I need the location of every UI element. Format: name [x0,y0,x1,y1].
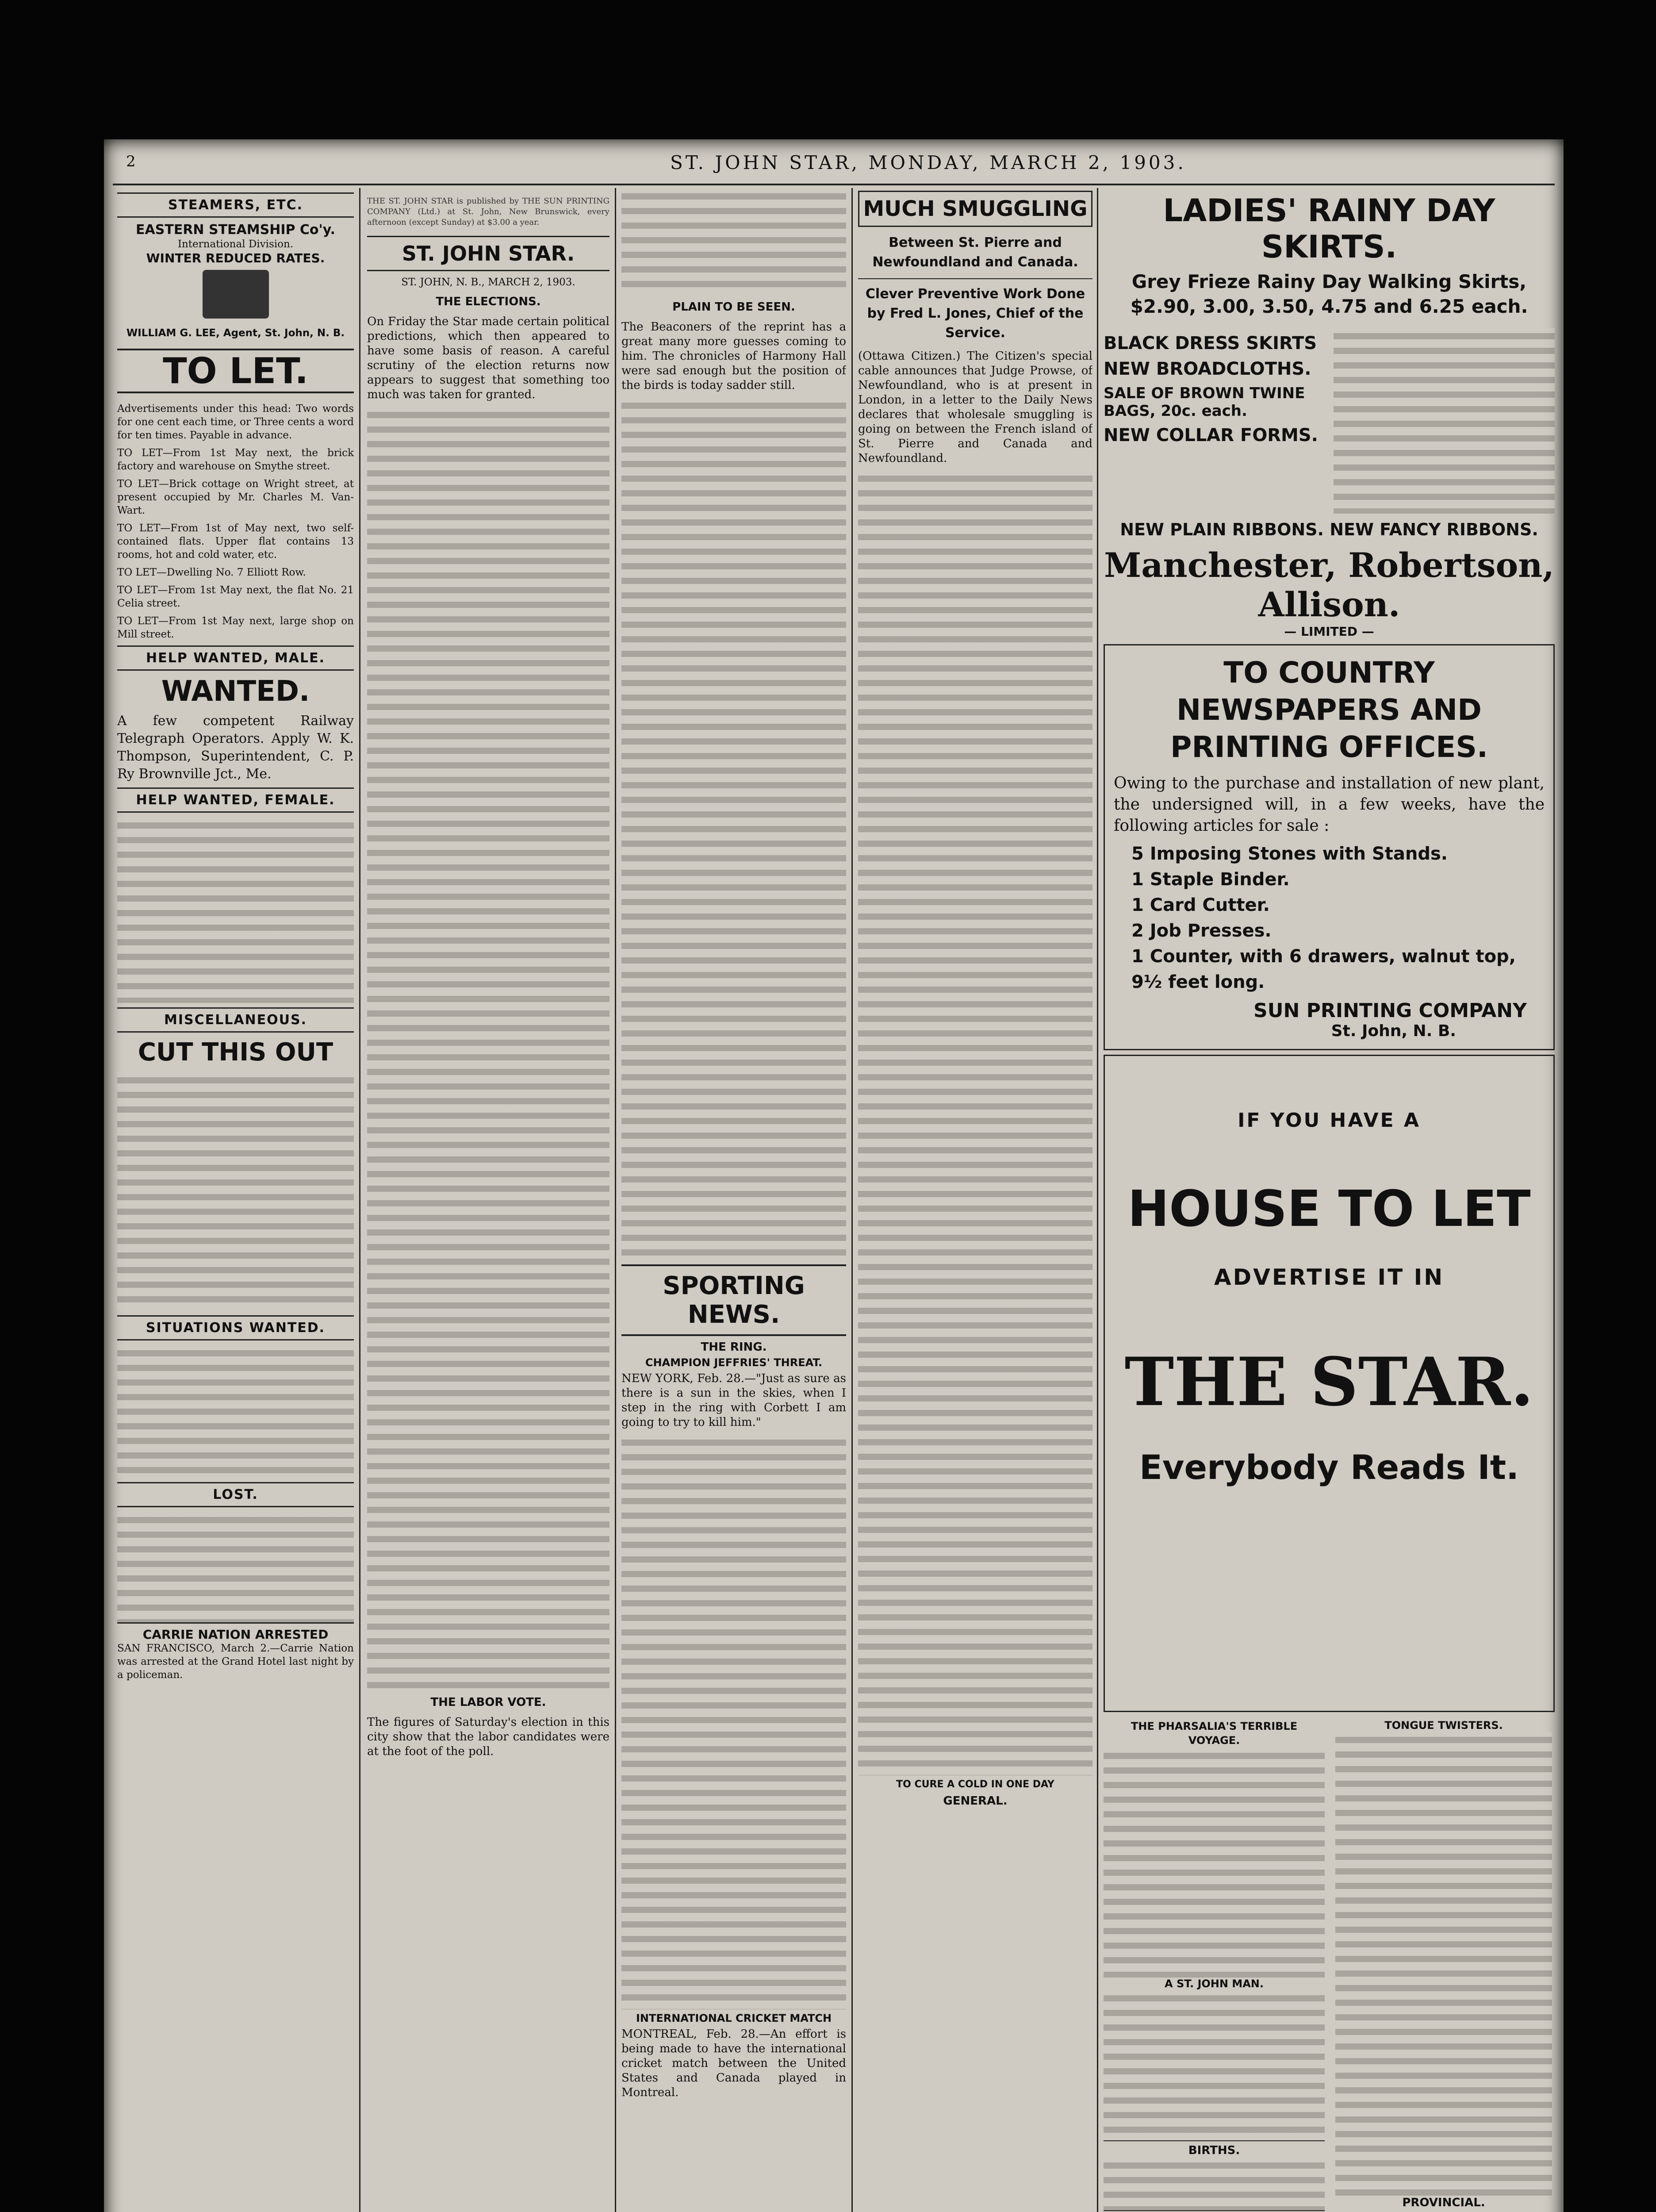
wanted-text: A few competent Railway Telegraph Operators. Apply W. K. Thompson, Superintendent, C. P. Ry Brownville Jct., Me. [117,713,354,782]
deaths-heading [1104,2210,1325,2212]
firm-name: Manchester, Robertson, Allison. [1104,545,1554,624]
misc-ads-block [117,1072,354,1311]
house-to-let: HOUSE TO LET [1127,1180,1531,1238]
to-let-item: TO LET—Dwelling No. 7 Elliott Row. [117,567,306,578]
firm-limited: — LIMITED — [1284,624,1374,639]
cut-this-out-heading: CUT THIS OUT [138,1038,334,1067]
sale-item: 1 Card Cutter. [1131,895,1270,915]
masthead-rule [113,184,1555,185]
sun-printing-company: SUN PRINTING COMPANY [1254,999,1527,1022]
eastern-steamship-title: EASTERN STEAMSHIP Co'y. [136,222,335,238]
the-star: THE STAR. [1124,1343,1534,1421]
sale-items-list [1131,841,1545,995]
to-let-item: TO LET—From 1st of May next, two self-contained flats. Upper flat contains 13 rooms, hot and cold water, etc. [117,522,354,561]
masthead [104,148,1564,179]
new-broadcloths: NEW BROADCLOTHS. [1104,359,1311,379]
collars-list-block [1334,328,1555,514]
tongue-twisters-text [1335,1732,1552,2196]
country-newspapers-ad [1104,644,1555,1050]
births-heading: BIRTHS. [1104,2140,1325,2157]
pharsalia-text [1104,1747,1325,1978]
elections-text: On Friday the Star made certain political predictions, which then appeared to have some basis of reason. A careful scrutiny of the election returns now appears to suggest that something too much was taken for granted. [367,315,610,401]
column-rule [1097,188,1098,2212]
miscellaneous-heading: MISCELLANEOUS. [117,1007,354,1033]
to-let-item: TO LET—Brick cottage on Wright street, at present occupied by Mr. Charles M. Van-Wart. [117,478,354,516]
masthead-title: ST. JOHN STAR, MONDAY, MARCH 2, 1903. [670,152,1186,173]
lost-ads-block [117,1512,354,1622]
elections-body-text [367,407,610,1690]
help-wanted-male-heading: HELP WANTED, MALE. [117,645,354,671]
everybody-reads-it: Everybody Reads It. [1139,1448,1519,1487]
situations-ads-block [117,1345,354,1478]
sun-printing-city: St. John, N. B. [1331,1022,1456,1040]
sale-item: 1 Staple Binder. [1131,869,1290,890]
column-rule [359,188,360,2212]
page-number: 2 [126,153,136,170]
births-text [1104,2157,1325,2210]
advertise-it-in: ADVERTISE IT IN [1214,1264,1445,1290]
house-to-let-ad [1104,1055,1555,1712]
column-rule [851,188,853,2212]
to-let-item: TO LET—From 1st May next, large shop on Mill street. [117,615,354,640]
smuggling-heading: MUCH SMUGGLING [858,191,1092,227]
plain-to-be-seen-text: The Beaconers of the reprint has a great many more guesses coming to him. The chronicles of Harmony Hall were sad enough but the position of the birds is today sadder still. [621,320,846,392]
help-wanted-female-heading: HELP WANTED, FEMALE. [117,787,354,813]
elections-heading: THE ELECTIONS. [436,295,541,308]
column-top-text [621,188,846,294]
cold-cure-heading: TO CURE A COLD IN ONE DAY [896,1779,1054,1790]
to-let-heading: TO LET. [117,349,354,393]
carrie-nation-text: SAN FRANCISCO, March 2.—Carrie Nation was arrested at the Grand Hotel last night by a policeman. [117,1643,354,1681]
tongue-twisters-heading: TONGUE TWISTERS. [1384,1719,1503,1732]
black-dress-skirts: BLACK DRESS SKIRTS [1104,333,1317,353]
smuggling-subhead-2: Clever Preventive Work Done by Fred L. Jones, Chief of the Service. [858,278,1092,343]
to-let-rates: Advertisements under this head: Two words for one cent each time, or Three cents a word for ten times. Payable in advance. [117,403,354,441]
column-rule [615,188,616,2212]
smuggling-text: (Ottawa Citizen.) The Citizen's special cable announces that Judge Prowse, of Newfoundland, who is at present in London, in a letter to the Daily News declares that wholesale smuggling is going on between the French island of St. Pierre and Canada and Newfoundland. [858,349,1092,465]
column-smuggling [858,188,1092,2212]
publisher-notice: THE ST. JOHN STAR is published by THE SUN PRINTING COMPANY (Ltd.) at St. John, New Brunswick, every afternoon (except Sunday) at $3.00 a year. [367,196,610,227]
labor-vote-text: The figures of Saturday's election in this city show that the labor candidates were at the foot of the poll. [367,1716,610,1758]
column-advertisements [1104,188,1555,2212]
eastern-steamship-agent: WILLIAM G. LEE, Agent, St. John, N. B. [126,327,345,339]
labor-vote-heading: THE LABOR VOTE. [430,1696,546,1709]
collar-forms: NEW COLLAR FORMS. [1104,425,1318,445]
ring-heading: THE RING. [701,1340,767,1354]
general-heading: GENERAL. [943,1794,1008,1808]
smuggling-body-text [858,470,1092,1775]
jeffries-text: NEW YORK, Feb. 28.—"Just as sure as there is a sun in the skies, when I step in the ring with Corbett I am going to try to kill him." [621,1372,846,1429]
steamers-heading: STEAMERS, ETC. [117,192,354,218]
sporting-news-heading: SPORTING NEWS. [621,1264,846,1336]
news-body-text [621,397,846,1260]
situations-wanted-heading: SITUATIONS WANTED. [117,1315,354,1340]
lost-heading: LOST. [117,1482,354,1507]
plain-to-be-seen-heading: PLAIN TO BE SEEN. [672,300,795,314]
cricket-text: MONTREAL, Feb. 28.—An effort is being made to have the international cricket match between the United States and Canada played in Montreal. [621,2028,846,2099]
column-classifieds [117,188,354,2212]
country-newspapers-heading: TO COUNTRY NEWSPAPERS AND PRINTING OFFICES. [1170,656,1488,764]
eastern-steamship-rates: WINTER REDUCED RATES. [146,251,325,265]
st-john-man-heading: A ST. JOHN MAN. [1165,1978,1264,1990]
if-you-have-a: IF YOU HAVE A [1238,1109,1421,1132]
to-let-item: TO LET—From 1st May next, the brick factory and warehouse on Smythe street. [117,447,354,472]
paper-title: ST. JOHN STAR. [367,236,610,271]
female-ads-block [117,817,354,1003]
sale-item: 1 Counter, with 6 drawers, walnut top, 9½ feet long. [1131,946,1516,992]
provincial-heading: PROVINCIAL. [1402,2196,1485,2209]
twine-bags-sale: SALE OF BROWN TWINE BAGS, 20c. each. [1104,384,1305,420]
steamship-illustration [203,270,269,319]
sporting-body-text [621,1434,846,2009]
smuggling-subhead-1: Between St. Pierre and Newfoundland and Canada. [872,235,1078,270]
sale-item: 2 Job Presses. [1131,921,1272,941]
ribbons-line: NEW PLAIN RIBBONS. NEW FANCY RIBBONS. [1120,520,1538,539]
column-news [621,188,846,2212]
dateline: ST. JOHN, N. B., MARCH 2, 1903. [401,276,575,288]
wanted-heading: WANTED. [161,675,310,708]
country-newspapers-text: Owing to the purchase and installation of new plant, the undersigned will, in a few weeks, have the following articles for sale : [1114,774,1545,835]
eastern-steamship-sub: International Division. [177,238,294,250]
sale-item: 5 Imposing Stones with Stands. [1131,844,1448,864]
pharsalia-heading: THE PHARSALIA'S TERRIBLE VOYAGE. [1131,1720,1298,1747]
st-john-man-text [1104,1990,1325,2140]
column-editorial [367,188,610,2212]
jeffries-heading: CHAMPION JEFFRIES' THREAT. [645,1356,823,1369]
rainy-day-skirts-heading: LADIES' RAINY DAY SKIRTS. [1163,192,1495,265]
to-let-item: TO LET—From 1st May next, the flat No. 21 Celia street. [117,584,354,609]
newspaper-page [104,139,1564,2212]
rainy-day-skirts-sub: Grey Frieze Rainy Day Walking Skirts, $2.90, 3.00, 3.50, 4.75 and 6.25 each. [1130,271,1528,317]
cricket-heading: INTERNATIONAL CRICKET MATCH [636,2012,832,2024]
carrie-nation-heading: CARRIE NATION ARRESTED [117,1622,354,1642]
